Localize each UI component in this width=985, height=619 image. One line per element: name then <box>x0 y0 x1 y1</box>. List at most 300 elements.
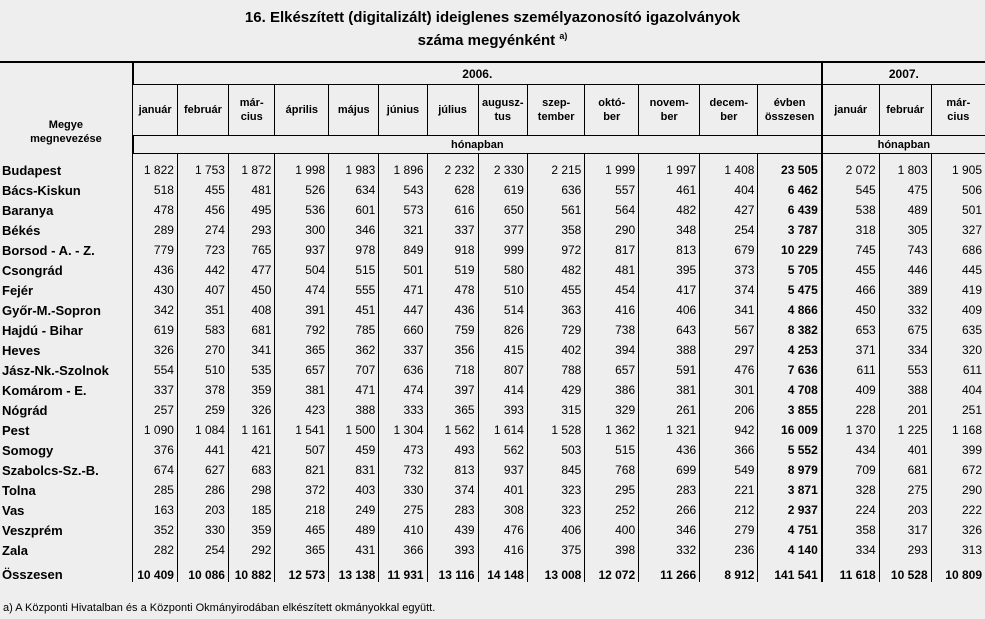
value-2006: 337 <box>379 340 427 360</box>
value-2006: 416 <box>478 540 527 560</box>
value-2006: 300 <box>275 220 329 240</box>
county-name: Heves <box>2 342 41 358</box>
value-2006: 372 <box>275 480 329 500</box>
value-2007: 201 <box>879 400 931 420</box>
value-2006: 628 <box>427 180 478 200</box>
value-2006: 679 <box>700 240 758 260</box>
table-row <box>0 400 985 420</box>
value-2006: 813 <box>639 240 700 260</box>
value-2006: 718 <box>427 360 478 380</box>
value-2007: 275 <box>879 480 931 500</box>
value-2006: 518 <box>133 180 178 200</box>
value-2006: 297 <box>700 340 758 360</box>
value-2007: 450 <box>822 300 879 320</box>
value-2006: 482 <box>527 260 584 280</box>
value-2006: 619 <box>133 320 178 340</box>
annual-total: 5 475 <box>758 280 822 300</box>
value-2007: 635 <box>931 320 985 340</box>
value-2006: 515 <box>329 260 379 280</box>
value-2006: 476 <box>478 520 527 540</box>
county-name: Komárom - E. <box>2 382 87 398</box>
value-2006: 459 <box>329 440 379 460</box>
value-2007: 409 <box>931 300 985 320</box>
value-2006: 1 999 <box>585 160 639 180</box>
value-2006: 400 <box>585 520 639 540</box>
value-2006: 503 <box>527 440 584 460</box>
county-name: Borsod - A. - Z. <box>2 242 95 258</box>
value-2007: 388 <box>879 380 931 400</box>
value-2007: 466 <box>822 280 879 300</box>
value-2006: 341 <box>228 340 274 360</box>
value-2006: 332 <box>639 540 700 560</box>
value-2007: 475 <box>879 180 931 200</box>
value-2006: 1 872 <box>228 160 274 180</box>
value-2006: 636 <box>527 180 584 200</box>
value-2006: 477 <box>228 260 274 280</box>
value-2006: 439 <box>427 520 478 540</box>
table-row <box>0 180 985 200</box>
value-2007: 653 <box>822 320 879 340</box>
value-2006: 346 <box>329 220 379 240</box>
value-2006: 249 <box>329 500 379 520</box>
value-2006: 1 304 <box>379 420 427 440</box>
value-2006: 341 <box>700 300 758 320</box>
value-2006: 365 <box>275 340 329 360</box>
value-2006: 10 409 <box>133 560 178 582</box>
value-2006: 393 <box>478 400 527 420</box>
value-2006: 507 <box>275 440 329 460</box>
value-2006: 414 <box>478 380 527 400</box>
value-2006: 431 <box>329 540 379 560</box>
value-2006: 489 <box>329 520 379 540</box>
table-title-text: száma megyénként <box>417 32 556 49</box>
value-2006: 348 <box>639 220 700 240</box>
value-2006: 427 <box>700 200 758 220</box>
value-2006: 504 <box>275 260 329 280</box>
value-2006: 567 <box>700 320 758 340</box>
county-name: Nógrád <box>2 402 48 418</box>
value-2006: 279 <box>700 520 758 540</box>
county-name: Győr-M.-Sopron <box>2 302 101 318</box>
county-name: Hajdú - Bihar <box>2 322 83 338</box>
value-2006: 471 <box>379 280 427 300</box>
value-2006: 218 <box>275 500 329 520</box>
footnote: a) A Központi Hivatalban és a Központi Okmányirodában elkészített okmányokkal együtt. <box>3 602 436 614</box>
value-2007: 501 <box>931 200 985 220</box>
value-2006: 471 <box>329 380 379 400</box>
value-2006: 657 <box>275 360 329 380</box>
value-2006: 918 <box>427 240 478 260</box>
value-2006: 826 <box>478 320 527 340</box>
annual-total: 4 866 <box>758 300 822 320</box>
value-2006: 315 <box>527 400 584 420</box>
value-2006: 359 <box>228 520 274 540</box>
annual-total: 8 979 <box>758 460 822 480</box>
value-2006: 295 <box>585 480 639 500</box>
value-2007: 445 <box>931 260 985 280</box>
value-2006: 266 <box>639 500 700 520</box>
value-2007: 10 809 <box>931 560 985 582</box>
value-2006: 351 <box>177 300 228 320</box>
value-2006: 536 <box>275 200 329 220</box>
value-2006: 1 541 <box>275 420 329 440</box>
value-2007: 328 <box>822 480 879 500</box>
value-2006: 999 <box>478 240 527 260</box>
value-2006: 378 <box>177 380 228 400</box>
value-2006: 308 <box>478 500 527 520</box>
value-2006: 1 562 <box>427 420 478 440</box>
value-2006: 493 <box>427 440 478 460</box>
value-2006: 373 <box>700 260 758 280</box>
value-2006: 254 <box>700 220 758 240</box>
value-2006: 163 <box>133 500 178 520</box>
value-2006: 436 <box>427 300 478 320</box>
month-header-row <box>0 85 985 136</box>
value-2006: 478 <box>427 280 478 300</box>
table-row <box>0 420 985 440</box>
month-header-2006: szep- tember <box>527 85 584 136</box>
value-2006: 377 <box>478 220 527 240</box>
value-2006: 732 <box>379 460 427 480</box>
county-name: Bács-Kiskun <box>2 182 81 198</box>
value-2006: 388 <box>329 400 379 420</box>
value-2006: 416 <box>585 300 639 320</box>
county-name: Vas <box>2 502 25 518</box>
value-2006: 454 <box>585 280 639 300</box>
value-2006: 12 072 <box>585 560 639 582</box>
value-2007: 228 <box>822 400 879 420</box>
value-2007: 334 <box>822 540 879 560</box>
value-2006: 2 215 <box>527 160 584 180</box>
value-2006: 1 753 <box>177 160 228 180</box>
value-2006: 14 148 <box>478 560 527 582</box>
value-2007: 11 618 <box>822 560 879 582</box>
value-2006: 1 090 <box>133 420 178 440</box>
table-body <box>0 154 985 583</box>
value-2006: 1 500 <box>329 420 379 440</box>
value-2007: 251 <box>931 400 985 420</box>
annual-total: 23 505 <box>758 160 822 180</box>
value-2006: 270 <box>177 340 228 360</box>
value-2006: 1 528 <box>527 420 584 440</box>
value-2007: 545 <box>822 180 879 200</box>
value-2006: 660 <box>379 320 427 340</box>
value-2006: 13 008 <box>527 560 584 582</box>
value-2006: 583 <box>177 320 228 340</box>
value-2006: 212 <box>700 500 758 520</box>
value-2006: 937 <box>275 240 329 260</box>
value-2006: 283 <box>427 500 478 520</box>
value-2006: 410 <box>379 520 427 540</box>
value-2007: 1 225 <box>879 420 931 440</box>
value-2006: 301 <box>700 380 758 400</box>
value-2006: 363 <box>527 300 584 320</box>
month-header-2006: február <box>177 85 228 136</box>
value-2006: 707 <box>329 360 379 380</box>
month-header-2006: július <box>427 85 478 136</box>
value-2006: 455 <box>527 280 584 300</box>
value-2006: 478 <box>133 200 178 220</box>
annual-total: 16 009 <box>758 420 822 440</box>
value-2006: 619 <box>478 180 527 200</box>
annual-total: 8 382 <box>758 320 822 340</box>
value-2007: 1 905 <box>931 160 985 180</box>
annual-total: 3 855 <box>758 400 822 420</box>
value-2006: 376 <box>133 440 178 460</box>
value-2007: 709 <box>822 460 879 480</box>
month-header-2006: novem- ber <box>639 85 700 136</box>
month-header-2007: január <box>822 85 879 136</box>
value-2006: 397 <box>427 380 478 400</box>
table-row <box>0 160 985 180</box>
value-2006: 564 <box>585 200 639 220</box>
value-2007: 327 <box>931 220 985 240</box>
value-2006: 401 <box>478 480 527 500</box>
table-row <box>0 480 985 500</box>
value-2006: 12 573 <box>275 560 329 582</box>
value-2006: 549 <box>700 460 758 480</box>
value-2006: 11 931 <box>379 560 427 582</box>
value-2006: 759 <box>427 320 478 340</box>
value-2006: 358 <box>527 220 584 240</box>
county-name: Békés <box>2 222 41 238</box>
value-2006: 510 <box>177 360 228 380</box>
value-2007: 672 <box>931 460 985 480</box>
value-2006: 293 <box>228 220 274 240</box>
county-name: Jász-Nk.-Szolnok <box>2 362 109 378</box>
value-2006: 562 <box>478 440 527 460</box>
value-2006: 461 <box>639 180 700 200</box>
value-2007: 313 <box>931 540 985 560</box>
value-2007: 455 <box>822 260 879 280</box>
value-2006: 206 <box>700 400 758 420</box>
value-2007: 434 <box>822 440 879 460</box>
value-2006: 275 <box>379 500 427 520</box>
table-row <box>0 520 985 540</box>
annual-total: 10 229 <box>758 240 822 260</box>
value-2006: 298 <box>228 480 274 500</box>
annual-total: 5 705 <box>758 260 822 280</box>
value-2006: 362 <box>329 340 379 360</box>
annual-total: 4 708 <box>758 380 822 400</box>
value-2007: 332 <box>879 300 931 320</box>
value-2006: 543 <box>379 180 427 200</box>
annual-total: 4 253 <box>758 340 822 360</box>
value-2007: 326 <box>931 520 985 540</box>
county-name: Baranya <box>2 202 54 218</box>
value-2006: 407 <box>177 280 228 300</box>
value-2006: 13 138 <box>329 560 379 582</box>
value-2007: 1 803 <box>879 160 931 180</box>
table-row <box>0 280 985 300</box>
annual-total: 4 751 <box>758 520 822 540</box>
value-2006: 423 <box>275 400 329 420</box>
value-2007: 317 <box>879 520 931 540</box>
value-2007: 743 <box>879 240 931 260</box>
unit-2006-header: hónapban <box>133 136 822 154</box>
value-2006: 374 <box>700 280 758 300</box>
value-2006: 236 <box>700 540 758 560</box>
value-2006: 473 <box>379 440 427 460</box>
value-2006: 555 <box>329 280 379 300</box>
value-2007: 399 <box>931 440 985 460</box>
value-2006: 257 <box>133 400 178 420</box>
value-2007: 305 <box>879 220 931 240</box>
value-2006: 323 <box>527 480 584 500</box>
value-2006: 807 <box>478 360 527 380</box>
table-row <box>0 440 985 460</box>
value-2006: 342 <box>133 300 178 320</box>
value-2006: 792 <box>275 320 329 340</box>
value-2006: 1 896 <box>379 160 427 180</box>
value-2007: 224 <box>822 500 879 520</box>
value-2006: 333 <box>379 400 427 420</box>
value-2007: 358 <box>822 520 879 540</box>
table-title-line2 <box>0 31 985 49</box>
value-2007: 745 <box>822 240 879 260</box>
value-2006: 337 <box>133 380 178 400</box>
value-2006: 441 <box>177 440 228 460</box>
value-2007: 409 <box>822 380 879 400</box>
month-header-2006: január <box>133 85 178 136</box>
value-2006: 495 <box>228 200 274 220</box>
value-2006: 465 <box>275 520 329 540</box>
value-2007: 318 <box>822 220 879 240</box>
total-row <box>0 560 985 582</box>
value-2006: 430 <box>133 280 178 300</box>
value-2006: 450 <box>228 280 274 300</box>
value-2006: 729 <box>527 320 584 340</box>
table-row <box>0 200 985 220</box>
value-2006: 937 <box>478 460 527 480</box>
table-row <box>0 220 985 240</box>
value-2006: 436 <box>133 260 178 280</box>
value-2006: 515 <box>585 440 639 460</box>
value-2006: 683 <box>228 460 274 480</box>
county-id-card-table <box>0 61 985 582</box>
annual-total: 7 636 <box>758 360 822 380</box>
value-2006: 359 <box>228 380 274 400</box>
value-2006: 283 <box>639 480 700 500</box>
value-2006: 591 <box>639 360 700 380</box>
value-2007: 320 <box>931 340 985 360</box>
value-2006: 282 <box>133 540 178 560</box>
value-2006: 381 <box>639 380 700 400</box>
value-2007: 419 <box>931 280 985 300</box>
value-2006: 13 116 <box>427 560 478 582</box>
value-2006: 274 <box>177 220 228 240</box>
month-header-2006: május <box>329 85 379 136</box>
value-2006: 329 <box>585 400 639 420</box>
value-2006: 627 <box>177 460 228 480</box>
value-2006: 573 <box>379 200 427 220</box>
value-2007: 293 <box>879 540 931 560</box>
county-name: Szabolcs-Sz.-B. <box>2 462 99 478</box>
value-2007: 675 <box>879 320 931 340</box>
table-row <box>0 540 985 560</box>
county-name: Csongrád <box>2 262 63 278</box>
value-2006: 978 <box>329 240 379 260</box>
value-2006: 2 330 <box>478 160 527 180</box>
value-2006: 1 161 <box>228 420 274 440</box>
value-2007: 389 <box>879 280 931 300</box>
county-name: Zala <box>2 542 29 558</box>
value-2006: 1 822 <box>133 160 178 180</box>
value-2006: 11 266 <box>639 560 700 582</box>
value-2006: 514 <box>478 300 527 320</box>
value-2006: 674 <box>133 460 178 480</box>
value-2006: 845 <box>527 460 584 480</box>
value-2006: 330 <box>177 520 228 540</box>
value-2006: 254 <box>177 540 228 560</box>
value-2006: 203 <box>177 500 228 520</box>
value-2007: 506 <box>931 180 985 200</box>
value-2006: 1 614 <box>478 420 527 440</box>
annual-total: 4 140 <box>758 540 822 560</box>
annual-total: 2 937 <box>758 500 822 520</box>
table-row <box>0 500 985 520</box>
total-2006-header: évben összesen <box>758 85 822 136</box>
value-2006: 8 912 <box>700 560 758 582</box>
value-2006: 1 362 <box>585 420 639 440</box>
value-2007: 2 072 <box>822 160 879 180</box>
value-2006: 636 <box>379 360 427 380</box>
value-2006: 402 <box>527 340 584 360</box>
value-2006: 474 <box>379 380 427 400</box>
month-header-2006: augusz- tus <box>478 85 527 136</box>
value-2006: 519 <box>427 260 478 280</box>
value-2006: 788 <box>527 360 584 380</box>
month-header-2006: június <box>379 85 427 136</box>
value-2006: 403 <box>329 480 379 500</box>
value-2006: 723 <box>177 240 228 260</box>
value-2007: 489 <box>879 200 931 220</box>
value-2006: 326 <box>228 400 274 420</box>
value-2006: 580 <box>478 260 527 280</box>
value-2006: 259 <box>177 400 228 420</box>
value-2006: 221 <box>700 480 758 500</box>
value-2006: 394 <box>585 340 639 360</box>
value-2006: 285 <box>133 480 178 500</box>
value-2007: 538 <box>822 200 879 220</box>
value-2006: 289 <box>133 220 178 240</box>
value-2007: 611 <box>931 360 985 380</box>
county-name: Fejér <box>2 282 34 298</box>
value-2006: 386 <box>585 380 639 400</box>
value-2006: 779 <box>133 240 178 260</box>
value-2006: 395 <box>639 260 700 280</box>
value-2006: 561 <box>527 200 584 220</box>
value-2006: 482 <box>639 200 700 220</box>
value-2006: 388 <box>639 340 700 360</box>
value-2006: 366 <box>700 440 758 460</box>
value-2007: 334 <box>879 340 931 360</box>
value-2006: 554 <box>133 360 178 380</box>
table-title-note: a) <box>559 31 568 41</box>
value-2006: 365 <box>275 540 329 560</box>
value-2006: 1 983 <box>329 160 379 180</box>
value-2007: 203 <box>879 500 931 520</box>
value-2006: 429 <box>527 380 584 400</box>
value-2006: 356 <box>427 340 478 360</box>
year-2007-header: 2007. <box>822 62 985 85</box>
value-2006: 681 <box>228 320 274 340</box>
value-2006: 352 <box>133 520 178 540</box>
value-2006: 375 <box>527 540 584 560</box>
value-2006: 391 <box>275 300 329 320</box>
value-2006: 381 <box>275 380 329 400</box>
value-2007: 446 <box>879 260 931 280</box>
